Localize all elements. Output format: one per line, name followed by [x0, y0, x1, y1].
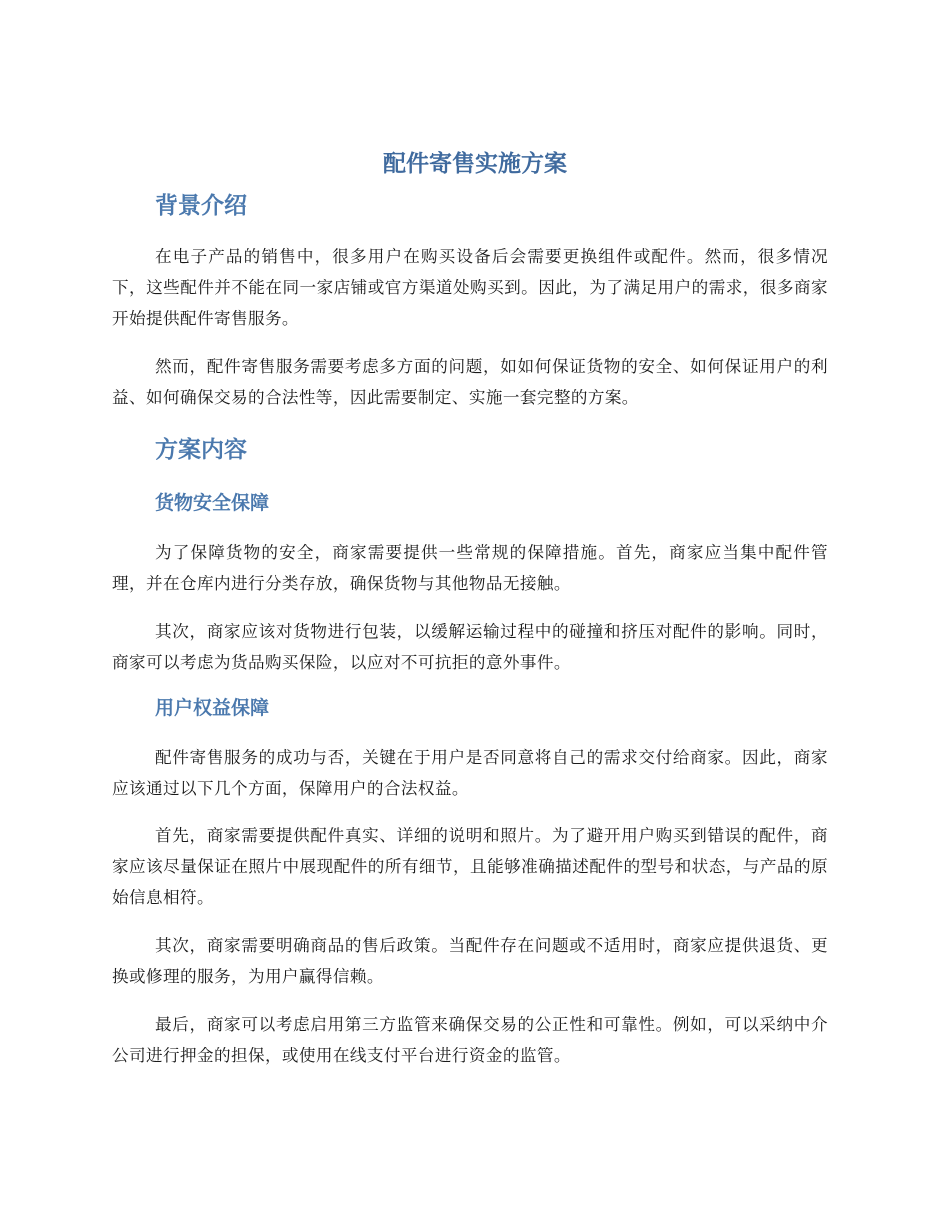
paragraph: 其次，商家需要明确商品的售后政策。当配件存在问题或不适用时，商家应提供退货、更换或修理的服务，为用户赢得信赖。 — [112, 936, 828, 986]
paragraph: 为了保障货物的安全，商家需要提供一些常规的保障措施。首先，商家应当集中配件管理，并在仓库内进行分类存放，确保货物与其他物品无接触。 — [112, 543, 828, 593]
paragraph: 首先，商家需要提供配件真实、详细的说明和照片。为了避开用户购买到错误的配件，商家应该尽量保证在照片中展现配件的所有细节，且能够准确描述配件的型号和状态，与产品的原始信息相符。 — [112, 826, 828, 907]
paragraph: 然而，配件寄售服务需要考虑多方面的问题，如如何保证货物的安全、如何保证用户的利益、如何确保交易的合法性等，因此需要制定、实施一套完整的方案。 — [112, 357, 828, 407]
subsection-heading-goods-safety: 货物安全保障 — [155, 492, 270, 514]
paragraph: 最后，商家可以考虑启用第三方监管来确保交易的公正性和可靠性。例如，可以采纳中介公司进行押金的担保，或使用在线支付平台进行资金的监管。 — [112, 1015, 828, 1065]
subsection-heading-user-rights: 用户权益保障 — [155, 697, 270, 719]
paragraph: 配件寄售服务的成功与否，关键在于用户是否同意将自己的需求交付给商家。因此，商家应该通过以下几个方面，保障用户的合法权益。 — [112, 748, 828, 798]
section-heading-plan-content: 方案内容 — [155, 437, 247, 463]
paragraph: 在电子产品的销售中，很多用户在购买设备后会需要更换组件或配件。然而，很多情况下，这些配件并不能在同一家店铺或官方渠道处购买到。因此，为了满足用户的需求，很多商家开始提供配件寄售服务。 — [112, 247, 828, 328]
paragraph: 其次，商家应该对货物进行包装，以缓解运输过程中的碰撞和挤压对配件的影响。同时，商家可以考虑为货品购买保险，以应对不可抗拒的意外事件。 — [112, 622, 828, 672]
section-heading-background: 背景介绍 — [155, 193, 247, 219]
document-title: 配件寄售实施方案 — [383, 151, 567, 177]
